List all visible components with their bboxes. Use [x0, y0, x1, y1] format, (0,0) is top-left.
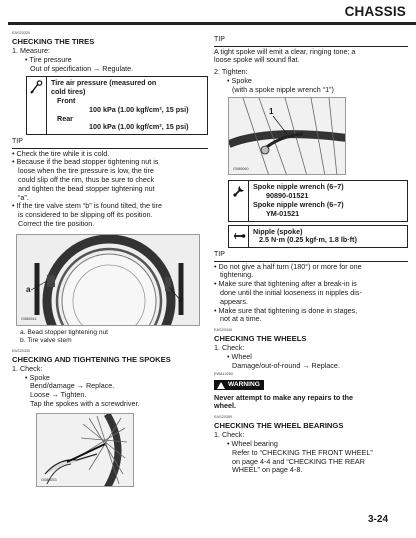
warning-code: EWA13260	[214, 371, 234, 376]
tire-pressure-gauge-icon	[27, 77, 47, 134]
section-code: EAS20340	[214, 328, 233, 333]
callout-1: 1	[269, 107, 274, 117]
torque-item: Nipple (spoke)	[253, 226, 303, 236]
spoke-wrench-illustration	[229, 98, 346, 175]
section-code: EAS20330	[12, 348, 31, 353]
sub-out-of-spec: Out of specification → Regulate.	[30, 63, 134, 73]
step-tighten: 2. Tighten:	[214, 67, 248, 77]
tip-line: A tight spoke will emit a clear, ringing tone; a	[214, 46, 356, 56]
bullet-wheel-bearing: • Wheel bearing	[214, 440, 408, 449]
tip-line: could slip off the rim, thus be sure to check	[18, 174, 155, 184]
tip-line: • Because if the bead stopper tightening nut is	[12, 158, 208, 167]
tip-line: • Check the tire while it is cold.	[12, 150, 208, 159]
bullet-spoke: • Spoke	[214, 77, 408, 86]
chapter-title: CHASSIS	[344, 4, 406, 19]
step-check: 1. Check:	[214, 430, 245, 440]
tip-line: tightening.	[220, 270, 254, 280]
spec-front-label: Front	[57, 95, 76, 105]
bullet-wheel: • Wheel	[214, 353, 408, 362]
figure-code: G080041	[21, 317, 37, 322]
caption-b: b. Tire valve stem	[20, 336, 72, 344]
tire-rim-illustration	[17, 235, 200, 326]
spec-rear-value: 100 kPa (1.00 kgf/cm², 15 psi)	[89, 122, 189, 132]
caption-a: a. Bead stopper tightening nut	[20, 328, 108, 336]
spoke-line: Bend/damage → Replace.	[30, 381, 115, 391]
tool-name: Spoke nipple wrench (6–7)	[253, 200, 344, 209]
wrench-icon	[229, 181, 249, 220]
tool-part-number: YM-01521	[266, 208, 300, 218]
tip-line: is considered to be slipping off its position.	[18, 210, 153, 220]
figure-code: G080060	[233, 166, 249, 171]
section-heading-spokes: CHECKING AND TIGHTENING THE SPOKES	[12, 354, 171, 364]
spec-title-line1: Tire air pressure (measured on	[51, 78, 157, 88]
refer-line: WHEEL” on page 4-8.	[232, 465, 303, 475]
tip-line: appears.	[220, 296, 248, 306]
spoke-line: Tap the spokes with a screwdriver.	[30, 398, 140, 408]
tip-line: “a”.	[18, 192, 29, 202]
figure-code: G080053	[41, 478, 57, 483]
left-column	[12, 32, 208, 487]
tip-label: TIP	[214, 36, 408, 47]
tip-line: not at a time.	[220, 314, 262, 324]
warning-text	[214, 394, 408, 412]
section-heading-checking-tires: CHECKING THE TIRES	[12, 36, 95, 46]
figure-spoke-wrench	[228, 97, 346, 175]
callout-a: a	[26, 284, 31, 294]
warning-badge	[214, 380, 264, 390]
section-code: EAS20320	[12, 31, 31, 35]
tap-spokes-illustration	[37, 414, 134, 487]
tip-line: • If the tire valve stem “b” is found tilted, the tire	[12, 202, 208, 211]
figure-captions	[12, 329, 208, 345]
figure-tire-rim	[16, 234, 200, 326]
warning-label: WARNING	[228, 381, 260, 389]
header-rule	[8, 22, 416, 25]
tip-label: TIP	[214, 251, 408, 262]
tip-label: TIP	[12, 138, 208, 149]
spec-title-line2: cold tires)	[51, 87, 86, 97]
tire-pressure-spec-box	[26, 76, 208, 135]
section-code: EAS20350	[214, 415, 233, 420]
bullet-tire-pressure: • Tire pressure	[12, 56, 208, 65]
callout-b: b	[178, 294, 183, 304]
section-heading-wheel-bearings: CHECKING THE WHEEL BEARINGS	[214, 420, 344, 430]
tool-part-number: 90890-01521	[266, 191, 309, 201]
tip-line: done until the initial looseness in nipples dis-	[220, 288, 362, 297]
torque-value: 2.5 N·m (0.25 kgf·m, 1.8 lb·ft)	[259, 235, 357, 245]
nipple-torque-box	[228, 225, 408, 249]
warning-triangle-icon	[217, 382, 225, 389]
spec-rear-label: Rear	[57, 113, 73, 123]
refer-line: on page 4-4 and “CHECKING THE REAR	[232, 456, 365, 466]
tip-line: and tighten the bead stopper tightening nut	[18, 183, 155, 193]
tip-line: • Do not give a half turn (180°) or more for one	[214, 263, 408, 272]
refer-line: Refer to “CHECKING THE FRONT WHEEL”	[232, 447, 373, 457]
spec-front-value: 100 kPa (1.00 kgf/cm², 15 psi)	[89, 104, 189, 114]
spoke-wrench-tool-box	[228, 180, 408, 221]
tip-line: • Make sure that tightening is done in stages,	[214, 307, 408, 316]
tool-name: Spoke nipple wrench (6–7)	[253, 182, 344, 192]
step-check: 1. Check:	[214, 343, 245, 353]
tip-text-tighten	[214, 263, 408, 324]
step-check: 1. Check:	[12, 363, 43, 373]
tip-line: loose spoke will sound flat.	[214, 55, 300, 65]
right-column	[214, 36, 408, 475]
warning-line: Never attempt to make any repairs to the	[214, 392, 354, 402]
section-heading-wheels: CHECKING THE WHEELS	[214, 333, 307, 343]
bullet-spoke: • Spoke	[12, 374, 208, 383]
spoke-line: Loose → Tighten.	[30, 390, 87, 400]
step-measure: 1. Measure:	[12, 46, 50, 56]
sub-damage: Damage/out-of-round → Replace.	[232, 360, 340, 370]
torque-wrench-icon	[229, 226, 249, 248]
figure-tap-spokes	[36, 413, 134, 487]
tip-line: Correct the tire position.	[18, 218, 95, 228]
sub-spoke-wrench: (with a spoke nipple wrench “1”)	[232, 84, 334, 94]
tip-text-tires	[12, 150, 208, 229]
page-number: 3-24	[367, 513, 388, 525]
tip-line: loose when the tire pressure is low, the tire	[18, 166, 154, 176]
warning-line: wheel.	[214, 401, 236, 411]
tip-line: • Make sure that tightening after a break-in is	[214, 280, 408, 289]
